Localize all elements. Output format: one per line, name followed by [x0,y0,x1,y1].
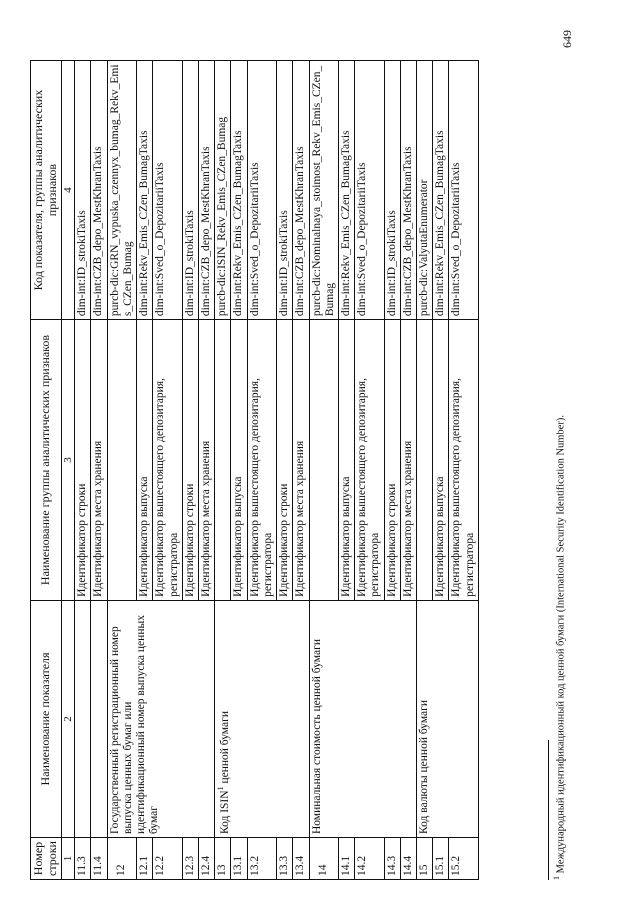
indicator-code: dim-int:CZB_depo_MestKhranTaxis [400,61,416,320]
table-row [215,61,231,880]
indicator-code: dim-int:Sved_o_DepozitariiTaxis [355,61,384,320]
group-name [309,320,338,601]
footnote-mark: 1 [552,876,561,880]
rotated-page [30,20,590,880]
row-number: 13.3 [277,838,293,880]
group-name: Идентификатор строки [75,320,91,601]
group-name: Идентификатор места хранения [91,320,107,601]
indicator-code: dim-int:CZB_depo_MestKhranTaxis [198,61,214,320]
footnote-text: Международный идентификационный код ценной бумаги (International Security Identification Number). [555,415,567,876]
group-name: Идентификатор вышестоящего депозитария, регистратора [153,320,182,601]
group-name: Идентификатор вышестоящего депозитария, регистратора [449,320,478,601]
indicator-name: Код валюты ценной бумаги [417,600,479,837]
indicator-code: purcb-dic:ISIN_Rekv_Emis_CZen_Bumag [215,61,231,320]
row-number: 14.4 [400,838,416,880]
row-number: 13.1 [231,838,247,880]
indicator-name-tail: ценной бумаги [219,711,232,787]
indicator-code: dim-int:Sved_o_DepozitariiTaxis [247,61,276,320]
indicator-table [30,60,479,880]
table-header-numbers-row [61,61,75,880]
group-name: Идентификатор места хранения [400,320,416,601]
row-number: 15.2 [449,838,478,880]
page-number: 649 [560,30,574,48]
indicator-code: dim-int:Rekv_Emis_CZen_BumagTaxis [338,61,354,320]
footnote-divider [548,740,549,880]
table-row [75,61,91,880]
indicator-code: dim-int:ID_strokiTaxis [182,61,198,320]
row-number: 11.4 [91,838,107,880]
indicator-code: dim-int:CZB_depo_MestKhranTaxis [91,61,107,320]
group-name: Идентификатор вышестоящего депозитария, регистратора [247,320,276,601]
group-name: Идентификатор выпуска [338,320,354,601]
indicator-code: dim-int:Rekv_Emis_CZen_BumagTaxis [231,61,247,320]
table-row [417,61,433,880]
row-number: 12.3 [182,838,198,880]
header-code: Код показателя, группы аналитических признаков [31,61,62,320]
indicator-name [91,600,107,837]
row-number: 13.2 [247,838,276,880]
indicator-code: dim-int:Sved_o_DepozitariiTaxis [153,61,182,320]
group-name [215,320,231,601]
row-number: 12.1 [137,838,153,880]
indicator-name [75,600,91,837]
row-number: 12 [107,838,136,880]
header-indicator-name: Наименование показателя [31,600,62,837]
header-group-name: Наименование группы аналитических признаков [31,320,62,601]
header-row-number: Номер строки [31,838,62,880]
indicator-code: purcb-dic:Nominalnaya_stoimost_Rekv_Emis_CZen_Bumag [309,61,338,320]
row-number: 15.1 [433,838,449,880]
group-name: Идентификатор места хранения [293,320,309,601]
indicator-name [215,600,309,837]
indicator-code: dim-int:ID_strokiTaxis [277,61,293,320]
indicator-code: dim-int:ID_strokiTaxis [75,61,91,320]
group-name [107,320,136,601]
group-name: Идентификатор строки [277,320,293,601]
header-number: 1 [61,838,75,880]
row-number: 15 [417,838,433,880]
indicator-name-text: Код ISIN [219,790,232,835]
footnote-ref: 1 [216,786,226,791]
header-number: 4 [61,61,75,320]
group-name: Идентификатор строки [384,320,400,601]
table-header-row [31,61,62,880]
row-number: 11.3 [75,838,91,880]
indicator-code: purcb-dic:ValyutaEnumerator [417,61,433,320]
table-row [309,61,338,880]
table-body [75,61,479,880]
row-number: 14 [309,838,338,880]
indicator-name: Номинальная стоимость ценной бумаги [309,600,417,837]
indicator-code: purcb-dic:GRN_vypuska_czennyx_bumag_Rekv_Emis_CZen_Bumag [107,61,136,320]
row-number: 14.3 [384,838,400,880]
indicator-code: dim-int:CZB_depo_MestKhranTaxis [293,61,309,320]
indicator-code: dim-int:Sved_o_DepozitariiTaxis [449,61,478,320]
row-number: 14.2 [355,838,384,880]
footnote [552,415,567,880]
group-name: Идентификатор места хранения [198,320,214,601]
row-number: 13 [215,838,231,880]
group-name: Идентификатор выпуска [137,320,153,601]
group-name [417,320,433,601]
group-name: Идентификатор вышестоящего депозитария, регистратора [355,320,384,601]
table-row [91,61,107,880]
indicator-code: dim-int:ID_strokiTaxis [384,61,400,320]
indicator-code: dim-int:Rekv_Emis_CZen_BumagTaxis [433,61,449,320]
indicator-name: Государственный регистрационный номер выпуска ценных бумаг или идентификационный номер выпуска ценных бумаг [107,600,215,837]
row-number: 12.4 [198,838,214,880]
table-row [107,61,136,880]
header-number: 3 [61,320,75,601]
row-number: 12.2 [153,838,182,880]
group-name: Идентификатор выпуска [231,320,247,601]
indicator-code: dim-int:Rekv_Emis_CZen_BumagTaxis [137,61,153,320]
header-number: 2 [61,600,75,837]
group-name: Идентификатор строки [182,320,198,601]
row-number: 13.4 [293,838,309,880]
group-name: Идентификатор выпуска [433,320,449,601]
row-number: 14.1 [338,838,354,880]
